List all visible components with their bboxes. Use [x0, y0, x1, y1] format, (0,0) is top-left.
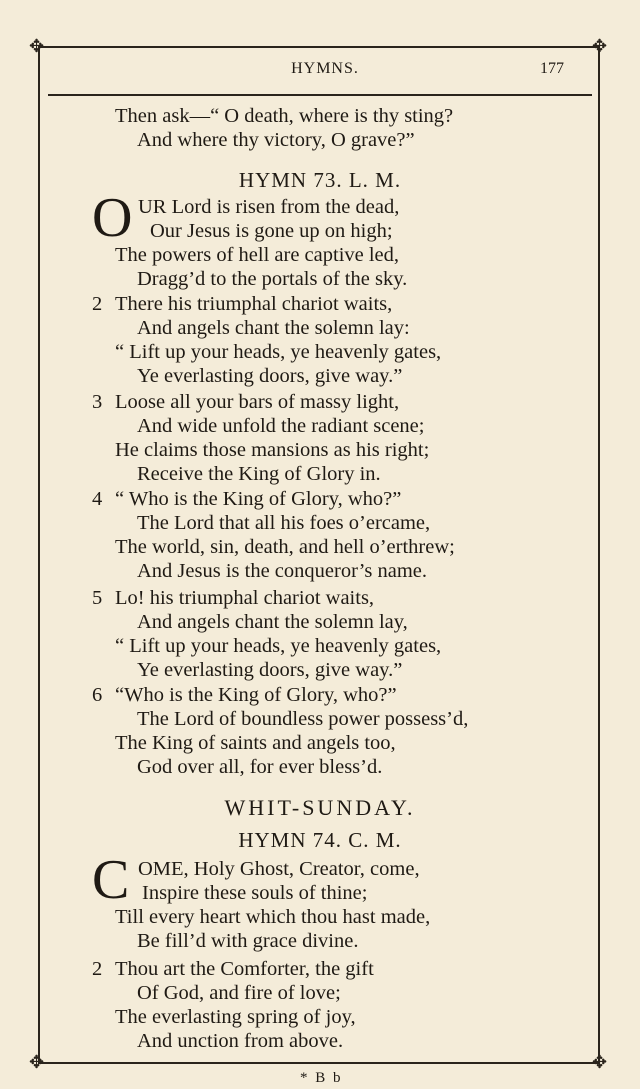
verse-line: Inspire these souls of thine;	[142, 882, 368, 904]
verse-line: Loose all your bars of massy light,	[115, 391, 400, 413]
corner-ornament-icon: ✥	[29, 1052, 45, 1073]
verse-line: God over all, for ever bless’d.	[137, 756, 383, 778]
verse-line: Of God, and fire of love;	[137, 982, 341, 1004]
verse-line: “ Who is the King of Glory, who?”	[115, 488, 402, 510]
verse-line: “ Lift up your heads, ye heavenly gates,	[115, 341, 442, 363]
stanza-number: 2	[92, 958, 103, 980]
verse-line: Be fill’d with grace divine.	[137, 930, 359, 952]
drop-cap: O	[92, 187, 133, 249]
bottom-border-rule	[38, 1062, 600, 1064]
verse-line: Receive the King of Glory in.	[137, 463, 381, 485]
hymn-73-heading: HYMN 73. L. M.	[238, 168, 402, 192]
page-number: 177	[540, 60, 564, 77]
verse-line: UR Lord is risen from the dead,	[138, 196, 400, 218]
verse-line: Dragg’d to the portals of the sky.	[137, 268, 408, 290]
stanza-number: 4	[92, 488, 103, 510]
verse-line: The Lord that all his foes o’ercame,	[137, 512, 431, 534]
verse-line: The everlasting spring of joy,	[115, 1006, 356, 1028]
verse-line: The powers of hell are captive led,	[115, 244, 400, 266]
verse-line: And angels chant the solemn lay,	[137, 611, 408, 633]
header-underline-rule	[48, 94, 592, 96]
verse-line: And unction from above.	[137, 1030, 344, 1052]
stanza-number: 2	[92, 293, 103, 315]
signature-mark: * B b	[300, 1070, 343, 1086]
corner-ornament-icon: ✥	[592, 1052, 608, 1073]
verse-line: And wide unfold the radiant scene;	[137, 415, 425, 437]
stanza-number: 3	[92, 391, 103, 413]
verse-line: Lo! his triumphal chariot waits,	[115, 587, 375, 609]
verse-line: The King of saints and angels too,	[115, 732, 396, 754]
verse-line: Ye everlasting doors, give way.”	[137, 659, 403, 681]
right-border-rule	[598, 46, 600, 1064]
verse-line: OME, Holy Ghost, Creator, come,	[138, 858, 420, 880]
top-border-rule	[38, 46, 600, 48]
hymn-74-heading: HYMN 74. C. M.	[238, 828, 402, 852]
verse-line: There his triumphal chariot waits,	[115, 293, 393, 315]
verse-line: The world, sin, death, and hell o’erthrew;	[115, 536, 455, 558]
corner-ornament-icon: ✥	[29, 36, 45, 57]
verse-line: “Who is the King of Glory, who?”	[115, 684, 397, 706]
section-title: WHIT-SUNDAY.	[224, 795, 416, 820]
verse-line: And angels chant the solemn lay:	[137, 317, 410, 339]
stanza-number: 5	[92, 587, 103, 609]
verse-line: Then ask—“ O death, where is thy sting?	[115, 105, 454, 127]
verse-line: He claims those mansions as his right;	[115, 439, 430, 461]
verse-line: And where thy victory, O grave?”	[137, 129, 415, 151]
drop-cap: C	[92, 849, 130, 911]
verse-line: Ye everlasting doors, give way.”	[137, 365, 403, 387]
verse-line: Thou art the Comforter, the gift	[115, 958, 374, 980]
left-border-rule	[38, 46, 40, 1064]
verse-line: The Lord of boundless power possess’d,	[137, 708, 469, 730]
verse-line: “ Lift up your heads, ye heavenly gates,	[115, 635, 442, 657]
stanza-number: 6	[92, 684, 103, 706]
verse-line: Till every heart which thou hast made,	[115, 906, 431, 928]
corner-ornament-icon: ✥	[592, 36, 608, 57]
running-head: HYMNS.	[291, 60, 359, 77]
verse-line: Our Jesus is gone up on high;	[150, 220, 393, 242]
verse-line: And Jesus is the conqueror’s name.	[137, 560, 427, 582]
